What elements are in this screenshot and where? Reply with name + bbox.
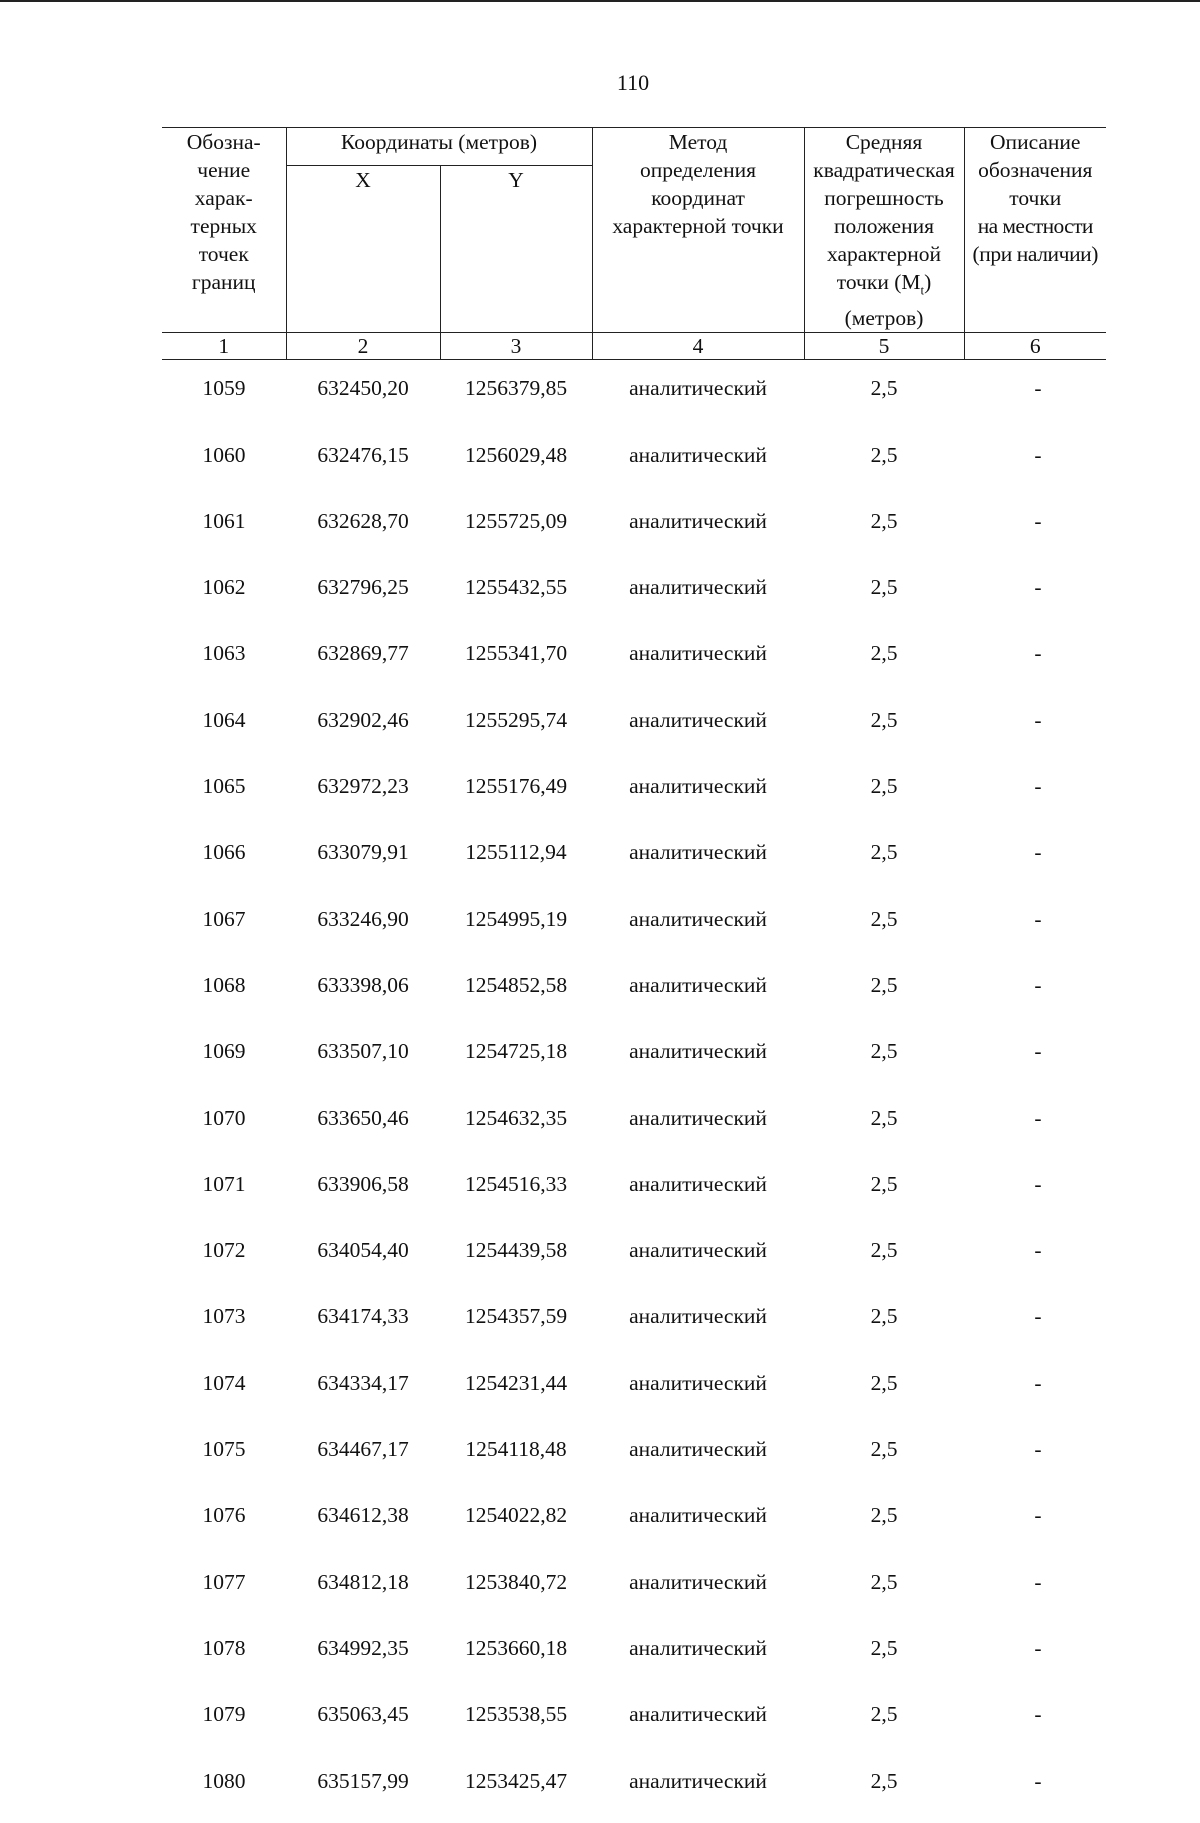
header-line: терных [190,214,257,238]
point-id-cell: 1061 [202,508,246,533]
y-cell: 1255341,70 [464,641,568,666]
table-row [162,1359,1106,1425]
description-cell: - [1034,1238,1042,1263]
point-id-cell: 1067 [202,906,246,931]
table-row [162,1558,1106,1624]
y-cell: 1254439,58 [464,1238,568,1263]
x-cell: 633246,90 [317,906,409,931]
error-cell: 2,5 [870,906,898,931]
method-cell: аналитический [629,972,767,997]
method-cell: аналитический [629,906,767,931]
x-cell: 635063,45 [317,1702,409,1727]
description-cell: - [1034,575,1042,600]
table-row [162,828,1106,894]
point-id-cell: 1075 [202,1437,246,1462]
point-id-cell: 1079 [202,1702,246,1727]
point-id-cell: 1078 [202,1635,246,1660]
description-cell: - [1034,1039,1042,1064]
y-cell: 1253840,72 [464,1569,568,1594]
column-number: 6 [964,333,1106,360]
method-cell: аналитический [629,840,767,865]
x-cell: 632902,46 [317,707,409,732]
description-cell: - [1034,1503,1042,1528]
method-cell: аналитический [629,1768,767,1793]
header-line: определения [640,158,756,182]
x-cell: 634467,17 [317,1437,409,1462]
method-cell: аналитический [629,1569,767,1594]
y-cell: 1255725,09 [464,508,568,533]
x-cell: 632450,20 [317,376,409,401]
header-line: точек [198,242,249,266]
description-cell: - [1034,1105,1042,1130]
description-cell: - [1034,906,1042,931]
error-cell: 2,5 [870,1171,898,1196]
header-line: характерной точки [612,214,784,238]
x-cell: 632796,25 [317,575,409,600]
point-id-cell: 1065 [202,774,246,799]
method-cell: аналитический [629,1105,767,1130]
page-number: 110 [616,70,650,95]
error-cell: 2,5 [870,1039,898,1064]
header-line: обозначения [978,158,1093,182]
header-x: X [286,166,440,333]
method-cell: аналитический [629,1503,767,1528]
point-id-cell: 1063 [202,641,246,666]
point-id-cell: 1073 [202,1304,246,1329]
header-line: границ [191,270,256,294]
method-cell: аналитический [629,1039,767,1064]
y-cell: 1254725,18 [464,1039,568,1064]
point-id-cell: 1068 [202,972,246,997]
y-cell: 1253660,18 [464,1635,568,1660]
table-row [162,563,1106,629]
y-cell: 1255112,94 [465,840,567,865]
header-line: характерной [827,242,941,266]
method-cell: аналитический [629,442,767,467]
method-cell: аналитический [629,641,767,666]
y-cell: 1254632,35 [464,1105,568,1130]
description-cell: - [1034,1304,1042,1329]
description-cell: - [1034,972,1042,997]
header-y: Y [440,166,592,333]
column-number: 4 [592,333,804,360]
error-cell: 2,5 [870,376,898,401]
description-cell: - [1034,1437,1042,1462]
header-method [592,128,804,333]
x-cell: 633650,46 [317,1105,409,1130]
header-line: точки [1009,186,1062,210]
error-cell: 2,5 [870,840,898,865]
method-cell: аналитический [629,575,767,600]
table-row [162,1425,1106,1491]
description-cell: - [1034,774,1042,799]
table-row [162,1757,1106,1823]
error-cell: 2,5 [870,508,898,533]
method-cell: аналитический [629,1702,767,1727]
header-line: координат [651,186,745,210]
error-cell: 2,5 [870,1304,898,1329]
header-line: Средняя [845,130,923,154]
header-line: харак- [194,186,253,210]
method-cell: аналитический [629,1635,767,1660]
y-cell: 1254357,59 [464,1304,568,1329]
method-cell: аналитический [629,1171,767,1196]
description-cell: - [1034,508,1042,533]
x-cell: 634992,35 [317,1635,409,1660]
point-id-cell: 1059 [202,376,246,401]
header-mean-square-error [804,128,964,333]
x-cell: 632972,23 [317,774,409,799]
point-id-cell: 1080 [202,1768,246,1793]
point-id-cell: 1062 [202,575,246,600]
error-cell: 2,5 [870,972,898,997]
x-cell: 634174,33 [317,1304,409,1329]
description-cell: - [1034,840,1042,865]
header-description [964,128,1106,333]
header-line: положения [834,214,934,238]
y-cell: 1254231,44 [464,1370,568,1395]
error-cell: 2,5 [870,1503,898,1528]
header-line: Метод [668,130,728,154]
x-cell: 634334,17 [317,1370,409,1395]
y-cell: 1256029,48 [464,442,568,467]
description-cell: - [1034,707,1042,732]
point-id-cell: 1071 [202,1171,246,1196]
table-row [162,1160,1106,1226]
table-row [162,360,1106,431]
x-cell: 632869,77 [317,641,409,666]
method-cell: аналитический [629,774,767,799]
point-id-cell: 1060 [202,442,246,467]
header-point-designation [162,128,286,333]
y-cell: 1254516,33 [464,1171,568,1196]
header-line: погрешность [824,186,944,210]
x-cell: 633398,06 [317,972,409,997]
description-cell: - [1034,376,1042,401]
header-line-mt [805,268,964,304]
method-cell: аналитический [629,1238,767,1263]
description-cell: - [1034,1702,1042,1727]
table-row [162,1491,1106,1557]
error-cell: 2,5 [870,442,898,467]
y-cell: 1253538,55 [464,1702,568,1727]
point-id-cell: 1076 [202,1503,246,1528]
table-row [162,1624,1106,1690]
table-row [162,497,1106,563]
x-cell: 634054,40 [317,1238,409,1263]
y-cell: 1254852,58 [464,972,568,997]
y-cell: 1254995,19 [464,906,568,931]
y-cell: 1254118,48 [465,1437,567,1462]
point-id-cell: 1070 [202,1105,246,1130]
x-cell: 632628,70 [317,508,409,533]
table-row [162,629,1106,695]
error-cell: 2,5 [870,1370,898,1395]
error-cell: 2,5 [870,774,898,799]
x-cell: 634612,38 [317,1503,409,1528]
y-cell: 1256379,85 [464,376,568,401]
point-id-cell: 1074 [202,1370,246,1395]
table-row [162,762,1106,828]
description-cell: - [1034,1370,1042,1395]
method-cell: аналитический [629,508,767,533]
x-cell: 635157,99 [317,1768,409,1793]
description-cell: - [1034,1768,1042,1793]
y-cell: 1253425,47 [464,1768,568,1793]
error-cell: 2,5 [870,1238,898,1263]
header-line: Обозна- [186,130,261,154]
mt-suffix: ) [924,270,932,294]
column-number: 1 [162,333,286,360]
point-id-cell: 1064 [202,707,246,732]
description-cell: - [1034,1171,1042,1196]
error-cell: 2,5 [870,1569,898,1594]
method-cell: аналитический [629,1304,767,1329]
header-coordinates: Координаты (метров) [286,128,592,166]
method-cell: аналитический [629,707,767,732]
y-cell: 1255176,49 [464,774,568,799]
description-cell: - [1034,442,1042,467]
method-cell: аналитический [629,1370,767,1395]
x-cell: 633906,58 [317,1171,409,1196]
point-id-cell: 1066 [202,840,246,865]
header-line: на местности [977,214,1093,238]
table-row [162,1690,1106,1756]
x-cell: 633079,91 [317,840,409,865]
error-cell: 2,5 [870,641,898,666]
description-cell: - [1034,1635,1042,1660]
scan-edge-line [0,0,1200,2]
table-row [162,1292,1106,1358]
table-row [162,1027,1106,1093]
table-row [162,895,1106,961]
table-row [162,1226,1106,1292]
table-row [162,1094,1106,1160]
header-line: (метров) [844,306,924,331]
column-number: 3 [440,333,592,360]
header-line: Описание [990,130,1081,154]
error-cell: 2,5 [870,707,898,732]
header-line: квадратическая [813,158,955,182]
error-cell: 2,5 [870,1635,898,1660]
y-cell: 1255432,55 [464,575,568,600]
header-line: чение [197,158,251,182]
table-row [162,696,1106,762]
point-id-cell: 1072 [202,1238,246,1263]
mt-prefix: точки (M [836,270,921,294]
x-cell: 633507,10 [317,1039,409,1064]
table-row [162,431,1106,497]
mt-subscript: t [920,282,925,298]
header-line: (при наличии) [972,242,1099,266]
method-cell: аналитический [629,376,767,401]
error-cell: 2,5 [870,1105,898,1130]
error-cell: 2,5 [870,575,898,600]
point-id-cell: 1069 [202,1039,246,1064]
description-cell: - [1034,1569,1042,1594]
y-cell: 1255295,74 [464,707,568,732]
error-cell: 2,5 [870,1768,898,1793]
column-number: 2 [286,333,440,360]
x-cell: 632476,15 [317,442,409,467]
y-cell: 1254022,82 [464,1503,568,1528]
x-cell: 634812,18 [317,1569,409,1594]
table-row [162,961,1106,1027]
column-number: 5 [804,333,964,360]
method-cell: аналитический [629,1437,767,1462]
description-cell: - [1034,641,1042,666]
error-cell: 2,5 [870,1437,898,1462]
table-body [162,360,1106,1823]
coordinates-table [162,127,1106,1823]
error-cell: 2,5 [870,1702,898,1727]
point-id-cell: 1077 [202,1569,246,1594]
